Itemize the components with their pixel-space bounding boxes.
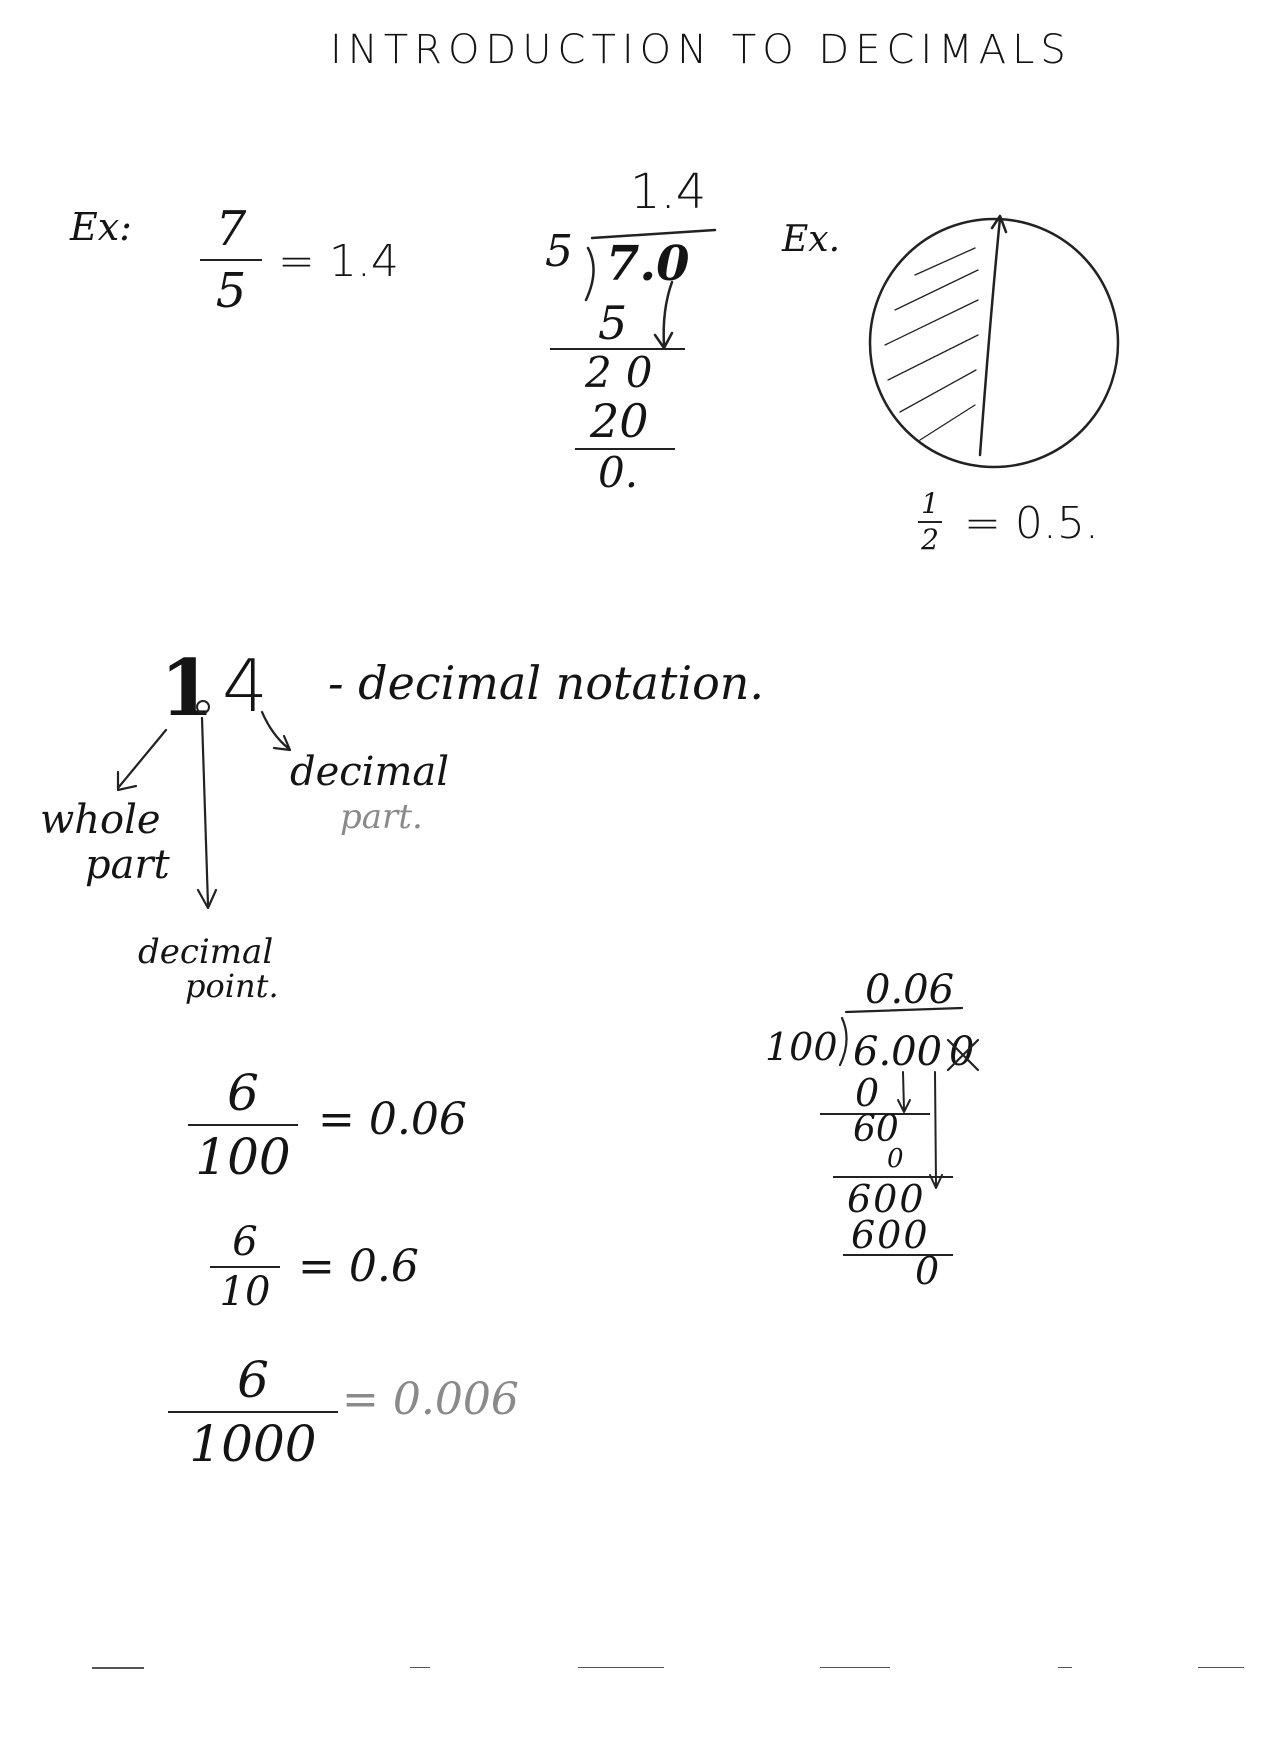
ld2-step-4: 600 (847, 1177, 926, 1221)
ld2-arrow-2 (930, 1072, 942, 1188)
decimal-point-label-2: point. (185, 967, 279, 1005)
numerator: 1 (921, 487, 939, 520)
ld2-step-2: 60 (853, 1109, 899, 1150)
scan-mark (578, 1667, 664, 1668)
ld2-bracket (840, 1008, 962, 1065)
notation-decimal-digit: 4 (222, 644, 268, 728)
scan-mark (1058, 1667, 1072, 1668)
notation-whole-digit: 1 (160, 643, 215, 734)
circle-shading (885, 248, 978, 440)
whole-part-arrow (118, 730, 166, 790)
ld2-divisor: 100 (765, 1025, 838, 1069)
denominator: 2 (921, 523, 939, 556)
ld2-quotient: 0.06 (865, 967, 955, 1013)
denominator: 100 (195, 1128, 291, 1186)
whole-part-label-1: whole (40, 797, 161, 843)
ld1-arrow (655, 282, 672, 348)
notation-description: - decimal notation. (328, 656, 765, 710)
ld2-step-5: 600 (851, 1213, 930, 1257)
ld1-step-3: 20 (590, 394, 649, 448)
fraction-row-1-result: = 0.06 (318, 1094, 467, 1145)
scan-mark (1198, 1667, 1244, 1668)
denominator: 5 (215, 263, 247, 319)
decimal-point-arrow (198, 718, 216, 908)
page-title: INTRODUCTION TO DECIMALS (330, 27, 1072, 73)
fraction-row-3-result: = 0.006 (342, 1374, 519, 1425)
numerator: 6 (227, 1064, 259, 1122)
ld2-arrow-1 (898, 1072, 910, 1112)
circle-divider (980, 216, 1006, 455)
example-2-result: = 0.5. (964, 498, 1099, 549)
example-1-label: Ex: (70, 205, 132, 249)
scan-mark (92, 1667, 144, 1669)
denominator: 10 (219, 1269, 271, 1315)
decimal-part-label-2: part. (340, 797, 423, 837)
ld1-bracket (586, 230, 715, 300)
ld1-step-2: 20 (585, 348, 667, 397)
decimal-part-arrow (262, 712, 290, 750)
scan-mark (410, 1667, 430, 1668)
example-1-result: = 1.4 (278, 236, 399, 287)
numerator: 7 (215, 201, 247, 257)
numerator: 6 (232, 1219, 258, 1265)
ld2-step-1: 0 (855, 1071, 880, 1115)
decimal-part-label-1: decimal (290, 749, 450, 795)
ld2-dividend: 6.00 (853, 1029, 943, 1075)
ld2-crossed-digit: 0 (949, 1029, 975, 1075)
fraction-row-2-result: = 0.6 (298, 1241, 419, 1292)
ld1-quotient: 1.4 (630, 164, 707, 220)
ld2-step-6: 0 (915, 1249, 940, 1293)
ld2-step-3: 0 (887, 1144, 904, 1174)
ld1-step-1: 5 (598, 296, 628, 350)
half-circle-drawing (870, 219, 1118, 467)
decimal-point-label-1: decimal (138, 932, 274, 972)
whole-part-label-2: part (85, 842, 170, 888)
ld2-cross (948, 1040, 978, 1070)
ld1-divisor: 5 (545, 226, 573, 277)
ld1-dividend: 7.0 (606, 236, 690, 292)
denominator: 1000 (189, 1415, 317, 1473)
ld1-step-4: 0. (598, 448, 639, 497)
example-2-label: Ex. (782, 219, 841, 260)
scan-mark (820, 1667, 890, 1668)
numerator: 6 (237, 1351, 269, 1409)
